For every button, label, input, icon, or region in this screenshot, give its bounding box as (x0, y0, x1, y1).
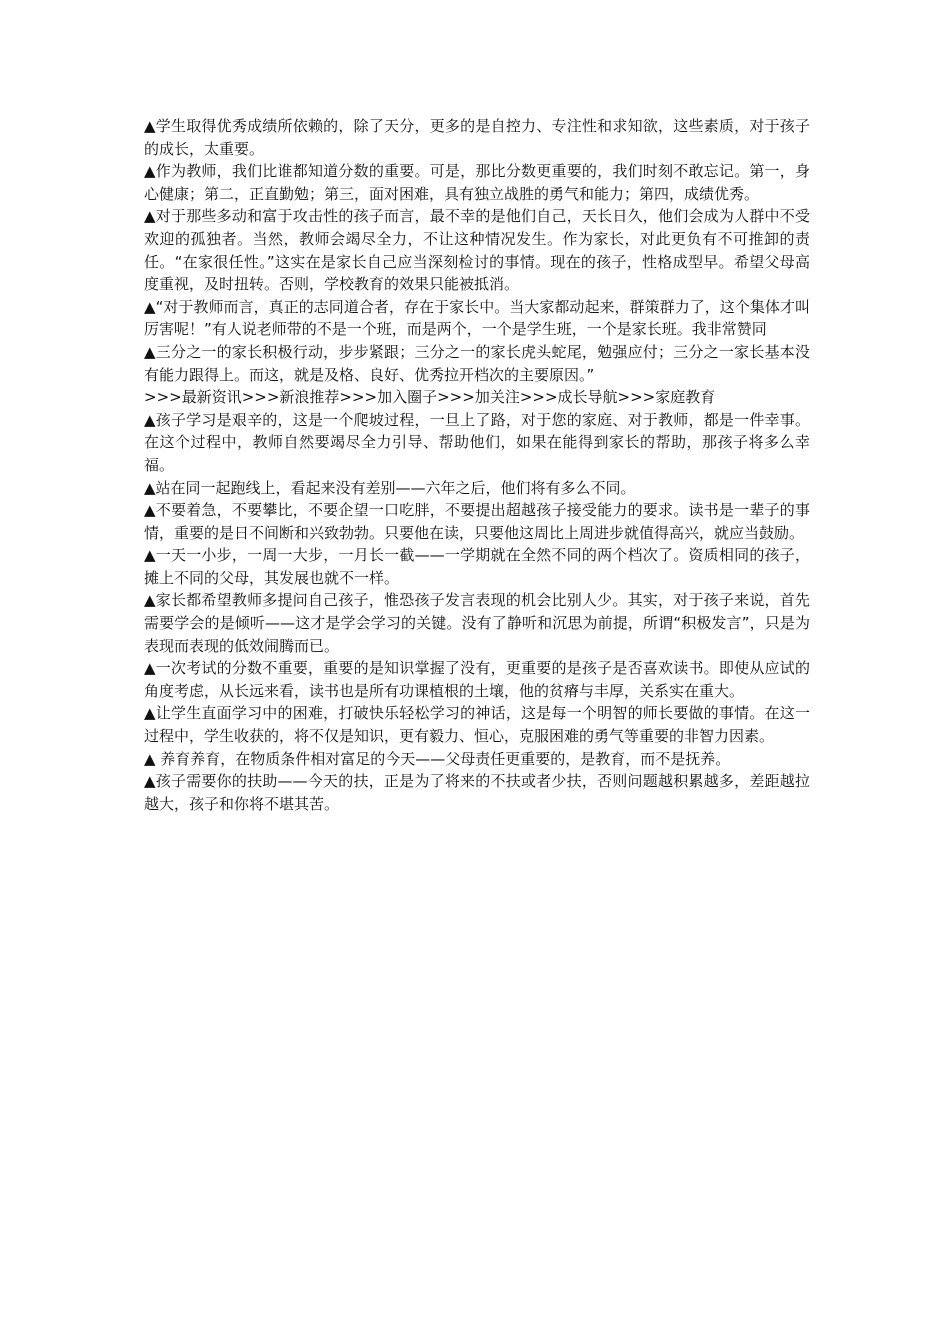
paragraph-3: ▲对于那些多动和富于攻击性的孩子而言，最不幸的是他们自己，天长日久，他们会成为人群中不受欢迎的孤独者。当然，教师会竭尽全力，不让这种情况发生。作为家长，对此更负有不可推卸的责任。“在家很任性。”这实在是家长自己应当深刻检讨的事情。现在的孩子，性格成型早。希望父母高度重视，及时扭转。否则，学校教育的效果只能被抵消。 (144, 207, 810, 294)
paragraph-1: ▲学生取得优秀成绩所依赖的，除了天分，更多的是自控力、专注性和求知欲，这些素质，对于孩子的成长，太重要。 (144, 117, 810, 158)
paragraph-9: ▲一天一小步，一周一大步，一月长一截——一学期就在全然不同的两个档次了。资质相同的孩子，摊上不同的父母，其发展也就不一样。 (144, 546, 810, 587)
paragraph-8: ▲不要着急，不要攀比，不要企望一口吃胖，不要提出超越孩子接受能力的要求。读书是一辈子的事情，重要的是日不间断和兴致勃勃。只要他在读，只要他这周比上周进步就值得高兴，就应当鼓励。 (144, 501, 810, 542)
document-body (144, 115, 810, 815)
paragraph-4: ▲“对于教师而言，真正的志同道合者，存在于家长中。当大家都动起来，群策群力了，这个集体才叫厉害呢！”有人说老师带的不是一个班，而是两个，一个是学生班，一个是家长班。我非常赞同 (144, 297, 810, 339)
paragraph-12: ▲让学生直面学习中的困难，打破快乐轻松学习的神话，这是每一个明智的师长要做的事情。在这一过程中，学生收获的，将不仅是知识，更有毅力、恒心，克服困难的勇气等重要的非智力因素。 (144, 704, 810, 746)
paragraph-2: ▲作为教师，我们比谁都知道分数的重要。可是，那比分数更重要的，我们时刻不敢忘记。第一，身心健康；第二，正直勤勉；第三，面对困难，具有独立战胜的勇气和能力；第四，成绩优秀。 (144, 162, 810, 203)
paragraph-11: ▲一次考试的分数不重要，重要的是知识掌握了没有，更重要的是孩子是否喜欢读书。即使从应试的角度考虑，从长远来看，读书也是所有功课植根的土壤，他的贫瘠与丰厚，关系实在重大。 (144, 659, 810, 700)
paragraph-14: ▲孩子需要你的扶助——今天的扶，正是为了将来的不扶或者少扶，否则问题越积累越多，差距越拉越大，孩子和你将不堪其苦。 (144, 772, 810, 813)
paragraph-6: ▲孩子学习是艰辛的，这是一个爬坡过程，一旦上了路，对于您的家庭、对于教师，都是一件幸事。在这个过程中，教师自然要竭尽全力引导、帮助他们，如果在能得到家长的帮助，那孩子将多么幸福。 (144, 410, 810, 474)
navigation-links-line: >>>最新资讯>>>新浪推荐>>>加入圈子>>>加关注>>>成长导航>>>家庭教育 (144, 388, 716, 407)
paragraph-10: ▲家长都希望教师多提问自己孩子，惟恐孩子发言表现的机会比别人少。其实，对于孩子来说，首先需要学会的是倾听——这才是学会学习的关键。没有了静听和沉思为前提，所谓“积极发言”，只是为表现而表现的低效闹腾而已。 (144, 591, 810, 655)
paragraph-7: ▲站在同一起跑线上，看起来没有差别——六年之后，他们将有多么不同。 (144, 478, 636, 497)
paragraph-5: ▲三分之一的家长积极行动，步步紧跟；三分之一的家长虎头蛇尾，勉强应付；三分之一家长基本没有能力跟得上。而这，就是及格、良好、优秀拉开档次的主要原因。” (144, 342, 810, 384)
paragraph-13: ▲ 养育养育，在物质条件相对富足的今天——父母责任更重要的，是教育，而不是抚养。 (144, 749, 731, 768)
